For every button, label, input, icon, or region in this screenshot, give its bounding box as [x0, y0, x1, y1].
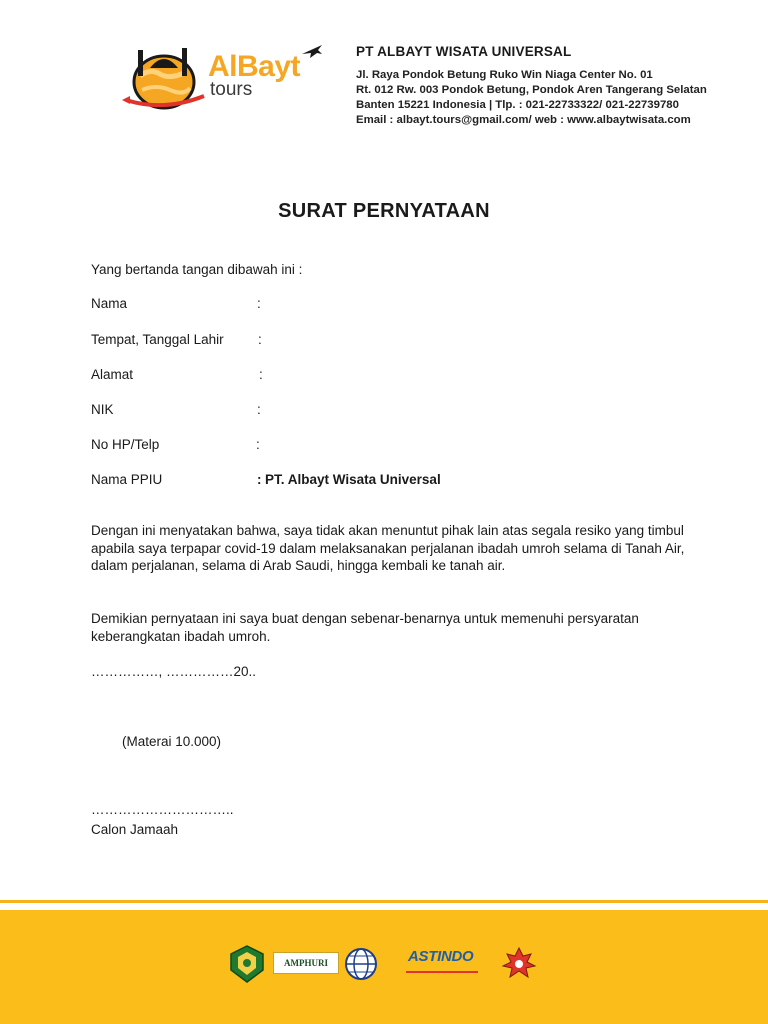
- logo-wordmark: [208, 52, 300, 99]
- field-tempat-tanggal-lahir: [91, 332, 691, 350]
- field-colon: :: [257, 402, 261, 417]
- closing-paragraph: Demikian pernyataan ini saya buat dengan sebenar-benarnya untuk memenuhi persyaratan keberangkatan ibadah umroh.: [91, 611, 639, 644]
- company-address-line: Rt. 012 Rw. 003 Pondok Betung, Pondok Aren Tangerang Selatan: [356, 84, 707, 96]
- date-line: ……………, ……………20..: [91, 664, 257, 679]
- company-address-line: Banten 15221 Indonesia | Tlp. : 021-22733322/ 021-22739780: [356, 99, 679, 111]
- field-alamat: [91, 367, 691, 385]
- field-nama-ppiu: [91, 472, 691, 490]
- field-no-hp: [91, 437, 691, 455]
- field-colon: :: [257, 472, 262, 487]
- signature-name: Calon Jamaah: [91, 822, 179, 837]
- logo-sub-text: tours: [210, 79, 253, 100]
- airplane-icon: [300, 42, 324, 60]
- astindo-logo: ASTINDO: [408, 948, 474, 965]
- amphuri-logo: AMPHURI: [273, 952, 339, 974]
- field-label: Nama: [91, 296, 128, 311]
- field-colon: :: [258, 332, 262, 347]
- statement-paragraph: Dengan ini menyatakan bahwa, saya tidak akan menuntut pihak lain atas segala resiko yang timbul apabila saya terpapar covid-19 dalam melaksanakan perjalanan ibadah umroh selama di Tanah Air, dalam perjalanan, selama di Arab Saudi, hingga kembali ke tanah air.: [91, 523, 685, 573]
- company-name: PT ALBAYT WISATA UNIVERSAL: [356, 44, 572, 59]
- field-value: PT. Albayt Wisata Universal: [265, 472, 441, 487]
- field-label: No HP/Telp: [91, 437, 160, 452]
- iata-globe-icon: [344, 944, 378, 984]
- logo-brand-text: AlBayt: [208, 50, 301, 83]
- field-label: Tempat, Tanggal Lahir: [91, 332, 224, 347]
- materai-label: (Materai 10.000): [122, 734, 222, 749]
- company-contact-line: Email : albayt.tours@gmail.com/ web : www.albaytwisata.com: [356, 114, 691, 126]
- field-label: Nama PPIU: [91, 472, 163, 487]
- company-address-line: Jl. Raya Pondok Betung Ruko Win Niaga Center No. 01: [356, 69, 653, 81]
- company-info: [356, 44, 756, 128]
- field-colon: :: [259, 367, 263, 382]
- signature-line: …………………………..: [91, 802, 234, 817]
- globe-mosque-icon: [120, 38, 212, 118]
- intro-text: Yang bertanda tangan dibawah ini :: [91, 262, 303, 277]
- document-title: SURAT PERNYATAAN: [278, 200, 490, 222]
- field-nama: [91, 296, 691, 314]
- astindo-underline-icon: [406, 970, 478, 976]
- field-colon: :: [256, 437, 260, 452]
- albayt-logo: [120, 38, 330, 118]
- field-label: NIK: [91, 402, 114, 417]
- wonderful-indonesia-logo-icon: [500, 944, 538, 984]
- field-nik: [91, 402, 691, 420]
- field-label: Alamat: [91, 367, 134, 382]
- field-colon: :: [257, 296, 261, 311]
- kemenag-logo-icon: [228, 944, 266, 984]
- footer-divider: [0, 900, 768, 903]
- footer-logos: [0, 944, 768, 988]
